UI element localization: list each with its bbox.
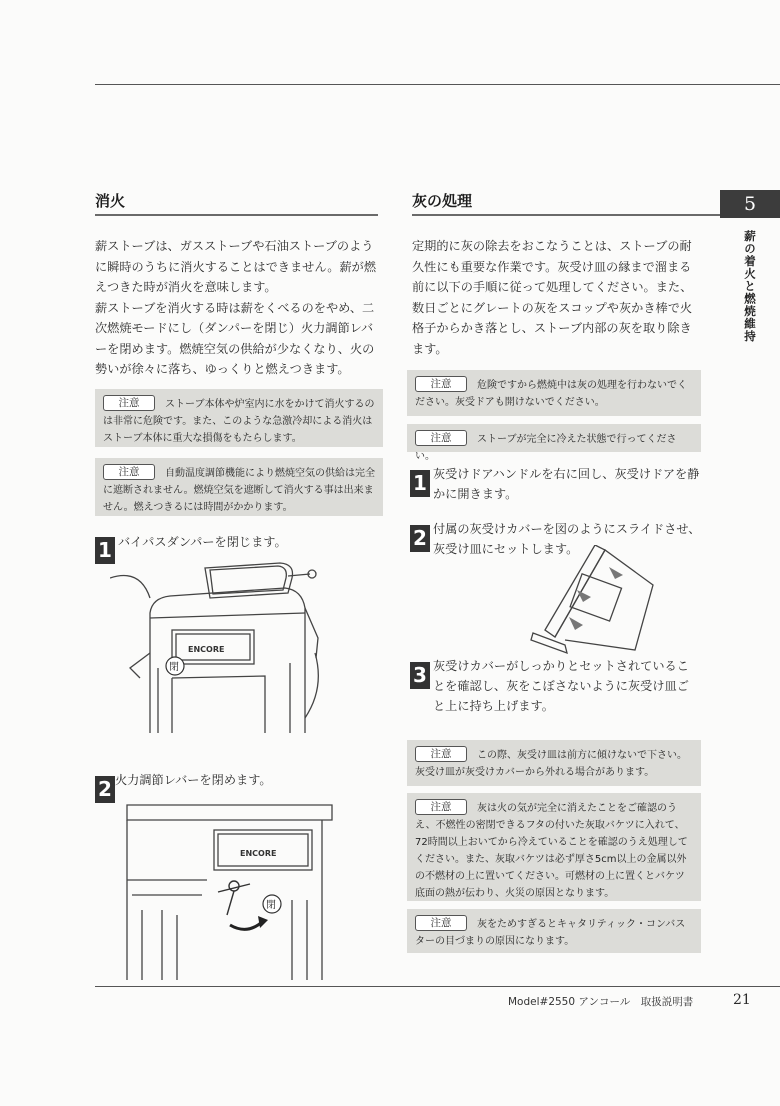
section-title-extinguish: 消火 xyxy=(95,192,126,210)
section-title-ash: 灰の処理 xyxy=(412,192,473,210)
caution-text: 危険ですから燃焼中は灰の処理を行わないでください。灰受ドアも開けないでください。 xyxy=(415,380,687,408)
brand-label: ENCORE xyxy=(188,645,225,654)
ash-body: 定期的に灰の除去をおこなうことは、ストーブの耐久性にも重要な作業です。灰受け皿の縁まで溜まる前に以下の手順に従って処理してください。また、数日ごとにグレートの灰をスコップや灰かき棒で火格子からかき落とし、ストーブ内部の灰を取り除きます。 xyxy=(412,239,693,356)
caution-box xyxy=(407,909,701,953)
step-text: 火力調節レバーを閉めます。 xyxy=(115,773,272,787)
caution-text: 自動温度調節機能により燃焼空気の供給は完全に遮断されません。燃焼空気を遮断して消火する事は出来ません。燃えつきるには時間がかかります。 xyxy=(103,468,375,513)
section-underline xyxy=(95,214,378,216)
caution-box xyxy=(95,389,383,447)
caution-badge: 注意 xyxy=(103,464,155,480)
caution-badge: 注意 xyxy=(103,395,155,411)
caution-box xyxy=(407,793,701,901)
step-text: 付属の灰受けカバーを図のようにスライドさせ、灰受け皿にセットします。 xyxy=(433,522,701,556)
caution-box xyxy=(407,370,701,416)
caution-box xyxy=(95,458,383,516)
caution-text: 灰をためすぎるとキャタリティック・コンバスターの目づまりの原因になります。 xyxy=(415,919,686,947)
stove-lever-illustration xyxy=(122,800,337,980)
brand-label: ENCORE xyxy=(240,849,277,858)
caution-text: ストーブが完全に冷えた状態で行ってください。 xyxy=(415,434,677,462)
closed-label: 閉 xyxy=(266,900,276,911)
step-number: 2 xyxy=(410,525,430,552)
ash-cover-illustration xyxy=(525,545,660,655)
section-underline xyxy=(412,214,720,216)
step-text: バイパスダンパーを閉じます。 xyxy=(118,535,287,549)
caution-box xyxy=(407,740,701,786)
caution-badge: 注意 xyxy=(415,799,467,815)
step-number: 1 xyxy=(95,537,115,564)
step-text: 灰受けカバーがしっかりとセットされていることを確認し、灰をこぼさないように灰受け皿ごと上に持ち上げます。 xyxy=(433,659,689,713)
closed-label: 閉 xyxy=(169,662,179,673)
bottom-rule xyxy=(95,986,780,987)
caution-badge: 注意 xyxy=(415,746,467,762)
caution-text: ストーブ本体や炉室内に水をかけて消火するのは非常に危険です。また、このような急激冷却による消火はストーブ本体に重大な損傷をもたらします。 xyxy=(103,399,375,444)
paragraph: 薪ストーブを消火する時は薪をくべるのをやめ、二次燃焼モードにし（ダンパーを閉じ）火力調節レバーを閉めます。燃焼空気の供給が少なくなり、火の勢いが徐々に落ち、ゆっくりと燃えつきます。 xyxy=(95,300,375,376)
step-number: 1 xyxy=(410,470,430,497)
step-number: 2 xyxy=(95,776,115,803)
caution-badge: 注意 xyxy=(415,915,467,931)
chapter-number: 5 xyxy=(720,190,780,218)
page-number: 21 xyxy=(733,992,751,1008)
stove-damper-illustration xyxy=(110,558,325,733)
arrow-head-icon xyxy=(258,916,268,928)
caution-text: この際、灰受け皿は前方に傾けないで下さい。灰受け皿が灰受けカバーから外れる場合があります。 xyxy=(415,750,687,778)
caution-badge: 注意 xyxy=(415,376,467,392)
extinguish-body xyxy=(95,236,378,380)
arrow-icon xyxy=(230,922,262,929)
footer-caption: Model#2550 アンコール 取扱説明書 xyxy=(508,996,694,1008)
top-rule xyxy=(95,84,780,85)
caution-text: 灰は火の気が完全に消えたことをご確認のうえ、不燃性の密閉できるフタの付いた灰取バケツに入れて、72時間以上おいてから冷えていることを確認のうえ処理してください。また、灰取バケツは必ず厚さ5cm以上の金属以外の不燃材の上に置いてください。可燃材の上に置くとバケツ底面の熱が伝わり、火災の原因となります。 xyxy=(415,803,688,899)
caution-badge: 注意 xyxy=(415,430,467,446)
chapter-vertical-title: 薪の着火と燃焼維持 xyxy=(743,230,757,343)
caution-box xyxy=(407,424,701,462)
paragraph: 薪ストーブは、ガスストーブや石油ストーブのように瞬時のうちに消火することはできません。薪が燃えつきた時が消火を意味します。 xyxy=(95,239,377,294)
step-text: 灰受けドアハンドルを右に回し、灰受けドアを静かに開きます。 xyxy=(433,467,700,501)
step-number: 3 xyxy=(410,662,430,689)
